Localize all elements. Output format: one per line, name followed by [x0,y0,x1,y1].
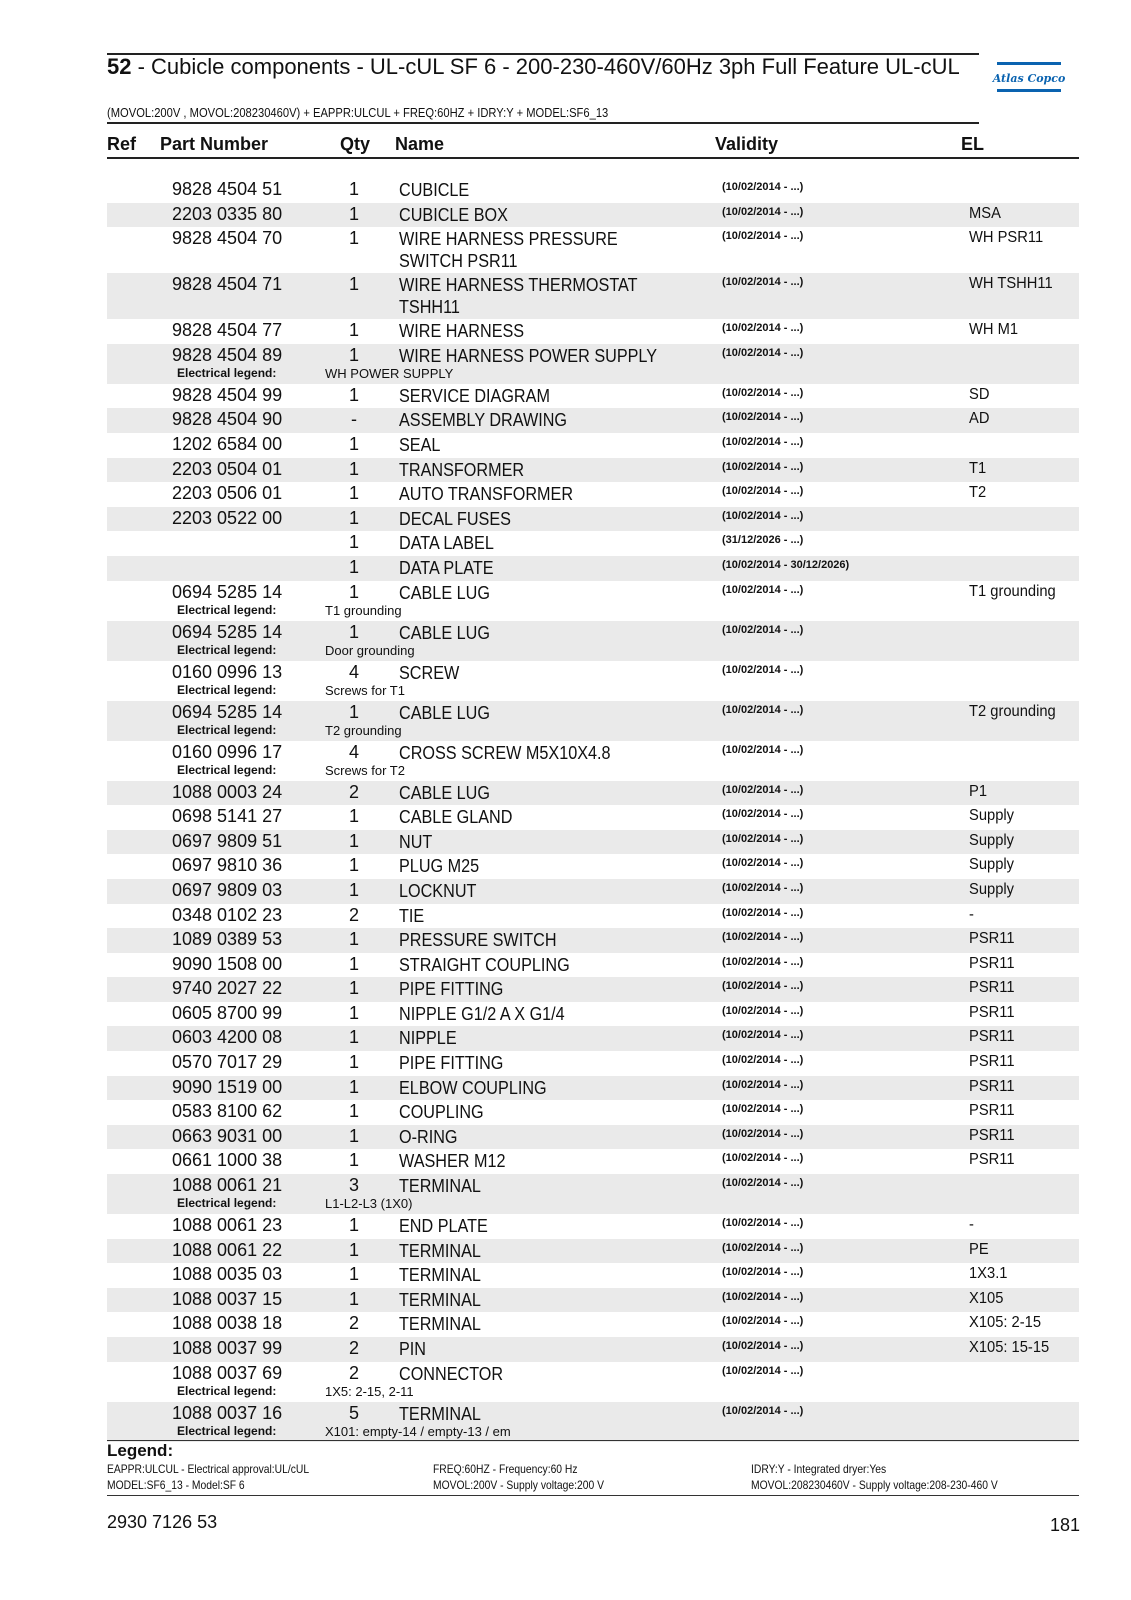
el-code: - [969,905,974,923]
header-rule-bottom [107,122,979,124]
validity: (10/02/2014 - 30/12/2026) [722,558,850,571]
validity: (10/02/2014 - ...) [722,1152,804,1165]
page-title [107,55,967,79]
table-row [107,830,1079,855]
column-header-qty: Qty [340,134,371,154]
part-number: 2203 0506 01 [172,483,283,504]
validity: (10/02/2014 - ...) [722,1177,804,1190]
validity: (10/02/2014 - ...) [722,1241,804,1254]
quantity: 1 [348,1150,359,1171]
part-number: 9090 1508 00 [172,953,283,974]
el-code: PSR11 [969,1126,1015,1144]
quantity: 1 [348,978,359,999]
validity: (10/02/2014 - ...) [722,703,804,716]
table-row [107,433,1079,458]
part-number: 0661 1000 38 [172,1150,283,1171]
part-number: 9828 4504 70 [172,228,283,249]
part-name: CABLE LUG [399,702,490,723]
quantity: 1 [348,1027,359,1048]
quantity: 1 [348,879,359,900]
electrical-legend-text: T1 grounding [325,602,402,618]
table-row [107,458,1079,483]
validity: (31/12/2026 - ...) [722,534,804,547]
table-row [107,953,1079,978]
part-name: SEAL [399,434,441,455]
el-code: PSR11 [969,1151,1015,1169]
quantity: - [351,409,357,430]
part-name: PLUG M25 [399,856,480,877]
section-number: 52 [107,54,132,79]
part-name: COUPLING [399,1102,484,1123]
part-number: 1088 0003 24 [172,781,283,802]
quantity: 1 [348,384,359,405]
table-row [107,741,1079,781]
legend-item: MOVOL:208230460V - Supply voltage:208-230-460 V [751,1478,998,1492]
table-row [107,1026,1079,1051]
validity: (10/02/2014 - ...) [722,1217,804,1230]
section-title: - Cubicle components - UL-cUL SF 6 - 200-230-460V/60Hz 3ph Full Feature UL-cUL [131,54,960,79]
legend-item: MODEL:SF6_13 - Model:SF 6 [107,1478,245,1492]
el-code: Supply [969,807,1015,825]
electrical-legend-text: Door grounding [325,642,415,658]
legend-rule [107,1440,1079,1441]
el-code: 1X3.1 [969,1265,1008,1283]
quantity: 1 [348,458,359,479]
validity: (10/02/2014 - ...) [722,1103,804,1116]
part-name: CROSS SCREW M5X10X4.8 [399,742,611,763]
column-header-validity: Validity [715,134,779,154]
part-name: PRESSURE SWITCH [399,930,557,951]
table-row [107,384,1079,409]
table-row [107,408,1079,433]
quantity: 1 [348,953,359,974]
el-code: Supply [969,856,1015,874]
quantity: 1 [348,1125,359,1146]
validity: (10/02/2014 - ...) [722,663,804,676]
validity: (10/02/2014 - ...) [722,832,804,845]
column-header-name: Name [395,134,445,154]
quantity: 1 [348,532,359,553]
electrical-legend-label: Electrical legend: [177,602,277,617]
quantity: 1 [348,1215,359,1236]
el-code: PSR11 [969,1028,1015,1046]
el-code: Supply [969,880,1015,898]
part-name: O-RING [399,1126,458,1147]
table-row [107,854,1079,879]
quantity: 1 [348,855,359,876]
validity: (10/02/2014 - ...) [722,783,804,796]
table-row [107,227,1079,273]
validity: (10/02/2014 - ...) [722,931,804,944]
quantity: 1 [348,203,359,224]
table-row [107,319,1079,344]
validity: (10/02/2014 - ...) [722,1078,804,1091]
validity: (10/02/2014 - ...) [722,1127,804,1140]
part-name: SCREW [399,662,460,683]
el-code: X105: 2-15 [969,1314,1042,1332]
validity: (10/02/2014 - ...) [722,386,804,399]
part-number: 0570 7017 29 [172,1052,283,1073]
part-name: CONNECTOR [399,1363,504,1384]
el-code: T1 grounding [969,582,1056,600]
part-name: TRANSFORMER [399,459,525,480]
table-row [107,1362,1079,1402]
validity: (10/02/2014 - ...) [722,1290,804,1303]
table-row [107,273,1079,319]
part-name: PIPE FITTING [399,1053,504,1074]
electrical-legend-label: Electrical legend: [177,1383,277,1398]
table-row [107,1337,1079,1362]
part-name: ELBOW COUPLING [399,1077,547,1098]
part-number: 1088 0037 15 [172,1288,283,1309]
part-number: 9740 2027 22 [172,978,283,999]
part-name: CUBICLE BOX [399,204,508,225]
part-name: TERMINAL [399,1403,481,1424]
quantity: 2 [348,1338,359,1358]
quantity: 1 [348,1239,359,1260]
el-code: WH M1 [969,321,1019,339]
column-header-el: EL [961,134,985,154]
part-name: ASSEMBLY DRAWING [399,410,568,431]
validity: (10/02/2014 - ...) [722,509,804,522]
part-name: CABLE GLAND [399,807,513,828]
part-name: DECAL FUSES [399,508,511,529]
legend-item: MOVOL:200V - Supply voltage:200 V [433,1478,604,1492]
el-code: T2 [969,484,987,502]
quantity: 1 [348,830,359,851]
part-number: 0697 9810 36 [172,855,283,876]
part-number: 2203 0335 80 [172,203,283,224]
quantity: 2 [348,904,359,925]
quantity: 3 [348,1175,359,1196]
part-name: DATA LABEL [399,533,494,554]
legend-item: EAPPR:ULCUL - Electrical approval:UL/cUL [107,1462,310,1476]
part-number: 0348 0102 23 [172,904,283,925]
table-row [107,1239,1079,1264]
electrical-legend-label: Electrical legend: [177,682,277,697]
column-header-ref: Ref [107,134,137,154]
el-code: SD [969,385,990,403]
table-row [107,781,1079,806]
quantity: 1 [348,1288,359,1309]
part-number: 9828 4504 89 [172,344,283,365]
quantity: 1 [348,1264,359,1285]
part-number: 2203 0522 00 [172,507,283,528]
el-code: PSR11 [969,1053,1015,1071]
quantity: 4 [348,661,359,682]
el-code: PSR11 [969,1077,1015,1095]
table-row [107,1402,1079,1442]
legend-item: FREQ:60HZ - Frequency:60 Hz [433,1462,578,1476]
electrical-legend-text: WH POWER SUPPLY [325,365,454,381]
table-row [107,1051,1079,1076]
part-name: NIPPLE [399,1028,457,1049]
part-name: TIE [399,905,425,926]
validity: (10/02/2014 - ...) [722,205,804,218]
table-row [107,531,1079,556]
validity: (10/02/2014 - ...) [722,1315,804,1328]
el-code: PE [969,1240,989,1258]
part-number: 1088 0061 22 [172,1239,283,1260]
part-name: DATA PLATE [399,557,494,578]
part-number: 1088 0037 69 [172,1362,283,1383]
part-number: 1088 0061 21 [172,1175,283,1196]
validity: (10/02/2014 - ...) [722,322,804,335]
quantity: 1 [348,274,359,295]
table-row [107,928,1079,953]
validity: (10/02/2014 - ...) [722,955,804,968]
part-name: STRAIGHT COUPLING [399,954,570,975]
electrical-legend-text: X101: empty-14 / empty-13 / em [325,1423,511,1439]
quantity: 1 [348,1002,359,1023]
table-row [107,1149,1079,1174]
quantity: 1 [348,179,359,199]
part-number: 0160 0996 13 [172,661,283,682]
electrical-legend-label: Electrical legend: [177,365,277,380]
table-row [107,904,1079,929]
validity: (10/02/2014 - ...) [722,1404,804,1417]
part-number: 0663 9031 00 [172,1125,283,1146]
table-row [107,701,1079,741]
validity: (10/02/2014 - ...) [722,1340,804,1352]
validity: (10/02/2014 - ...) [722,346,804,359]
validity: (10/02/2014 - ...) [722,276,804,289]
part-number: 1202 6584 00 [172,433,283,454]
part-name: LOCKNUT [399,880,477,901]
validity: (10/02/2014 - ...) [722,460,804,473]
part-number: 9828 4504 71 [172,274,283,295]
page-subtitle: (MOVOL:200V , MOVOL:208230460V) + EAPPR:ULCUL + FREQ:60HZ + IDRY:Y + MODEL:SF6_13 [107,105,609,120]
part-name: PIN [399,1339,427,1359]
part-number: 0694 5285 14 [172,581,283,602]
page-number: 181 [1050,1515,1081,1535]
validity: (10/02/2014 - ...) [722,906,804,919]
el-code: MSA [969,204,1001,222]
table-row [107,581,1079,621]
part-name: WIRE HARNESS POWER SUPPLY [399,345,658,366]
part-number: 0160 0996 17 [172,741,283,762]
validity: (10/02/2014 - ...) [722,411,804,424]
el-code: WH TSHH11 [969,275,1053,293]
quantity: 1 [348,929,359,950]
part-number: 0694 5285 14 [172,621,283,642]
part-number: 0697 9809 51 [172,830,283,851]
validity: (10/02/2014 - ...) [722,743,804,756]
legend-item: IDRY:Y - Integrated dryer:Yes [751,1462,887,1476]
table-row [107,178,1079,203]
part-number: 0698 5141 27 [172,806,283,827]
quantity: 1 [348,621,359,642]
quantity: 1 [348,320,359,341]
atlas-copco-logo [992,62,1066,96]
part-number: 0583 8100 62 [172,1101,283,1122]
validity: (10/02/2014 - ...) [722,583,804,596]
part-name: TERMINAL [399,1289,481,1310]
el-code: T2 grounding [969,702,1056,720]
table-row [107,482,1079,507]
electrical-legend-label: Electrical legend: [177,1196,277,1211]
part-name: CABLE LUG [399,582,490,603]
part-number: 1089 0389 53 [172,929,283,950]
part-number: 1088 0037 99 [172,1338,283,1358]
validity: (10/02/2014 - ...) [722,857,804,870]
el-code: PSR11 [969,930,1015,948]
part-number: 1088 0035 03 [172,1264,283,1285]
quantity: 5 [348,1402,359,1423]
part-name: CABLE LUG [399,622,490,643]
quantity: 1 [348,228,359,249]
part-number: 0603 4200 08 [172,1027,283,1048]
table-row [107,1100,1079,1125]
table-row [107,1288,1079,1313]
part-number: 9828 4504 90 [172,409,283,430]
table-row [107,805,1079,830]
table-row [107,1263,1079,1288]
electrical-legend-text: Screws for T1 [325,682,405,698]
table-row [107,556,1079,581]
table-row [107,507,1079,532]
part-number: 0697 9809 03 [172,879,283,900]
part-name: AUTO TRANSFORMER [399,484,574,505]
part-name: PIPE FITTING [399,979,504,1000]
electrical-legend-label: Electrical legend: [177,642,277,657]
part-name: CABLE LUG [399,782,490,803]
el-code: PSR11 [969,1003,1015,1021]
table-row [107,203,1079,228]
legend-rule-bottom [107,1495,1079,1496]
electrical-legend-label: Electrical legend: [177,1423,277,1438]
part-name: WASHER M12 [399,1151,506,1172]
quantity: 1 [348,556,359,577]
validity: (10/02/2014 - ...) [722,230,804,243]
part-name: TERMINAL [399,1265,481,1286]
validity: (10/02/2014 - ...) [722,1029,804,1042]
validity: (10/02/2014 - ...) [722,623,804,636]
part-number: 1088 0038 18 [172,1313,283,1334]
part-name: TERMINAL [399,1176,481,1197]
electrical-legend-text: L1-L2-L3 (1X0) [325,1196,413,1212]
el-code: PSR11 [969,1102,1015,1120]
table-row [107,1076,1079,1101]
el-code: AD [969,410,990,428]
column-header-part-number: Part Number [160,134,269,154]
validity: (10/02/2014 - ...) [722,1004,804,1017]
part-name: NUT [399,831,433,852]
legend-title: Legend: [107,1441,174,1460]
part-name: TERMINAL [399,1314,481,1335]
table-row [107,661,1079,701]
part-name: CUBICLE [399,180,470,200]
quantity: 1 [348,581,359,602]
table-row [107,879,1079,904]
table-row [107,1174,1079,1214]
el-code: PSR11 [969,979,1015,997]
el-code: - [969,1216,974,1234]
table-row [107,1312,1079,1337]
part-number: 9828 4504 99 [172,384,283,405]
part-name: TERMINAL [399,1240,481,1261]
electrical-legend-text: Screws for T2 [325,762,405,778]
validity: (10/02/2014 - ...) [722,980,804,993]
part-name: NIPPLE G1/2 A X G1/4 [399,1003,565,1024]
validity: (10/02/2014 - ...) [722,181,804,193]
quantity: 2 [348,1313,359,1334]
validity: (10/02/2014 - ...) [722,1364,804,1377]
part-number: 0605 8700 99 [172,1002,283,1023]
part-number: 9828 4504 77 [172,320,283,341]
column-header-rule [107,157,1079,159]
validity: (10/02/2014 - ...) [722,808,804,821]
part-number: 9828 4504 51 [172,179,283,199]
quantity: 1 [348,1076,359,1097]
quantity: 1 [348,701,359,722]
table-row [107,344,1079,384]
svg-text:Atlas Copco: Atlas Copco [992,72,1066,85]
el-code: P1 [969,782,988,800]
el-code: Supply [969,831,1015,849]
el-code: X105: 15-15 [969,1339,1050,1356]
validity: (10/02/2014 - ...) [722,1054,804,1067]
part-name: WIRE HARNESS PRESSURE SWITCH PSR11 [399,229,618,272]
quantity: 2 [348,781,359,802]
el-code: X105 [969,1289,1004,1307]
part-name: WIRE HARNESS THERMOSTAT TSHH11 [399,275,638,318]
table-row [107,1125,1079,1150]
quantity: 1 [348,1052,359,1073]
electrical-legend-text: 1X5: 2-15, 2-11 [325,1383,414,1399]
quantity: 1 [348,483,359,504]
quantity: 1 [348,507,359,528]
quantity: 2 [348,1362,359,1383]
el-code: PSR11 [969,954,1015,972]
quantity: 1 [348,344,359,365]
validity: (10/02/2014 - ...) [722,435,804,448]
quantity: 1 [348,1101,359,1122]
part-number: 1088 0037 16 [172,1402,283,1423]
table-row [107,1214,1079,1239]
table-row [107,621,1079,661]
electrical-legend-text: T2 grounding [325,722,402,738]
part-name: WIRE HARNESS [399,321,525,342]
validity: (10/02/2014 - ...) [722,1266,804,1279]
table-row [107,977,1079,1002]
part-number: 0694 5285 14 [172,701,283,722]
quantity: 1 [348,806,359,827]
part-number: 1088 0061 23 [172,1215,283,1236]
part-name: END PLATE [399,1216,488,1237]
table-row [107,1002,1079,1027]
validity: (10/02/2014 - ...) [722,881,804,894]
quantity: 1 [348,433,359,454]
document-number: 2930 7126 53 [107,1512,218,1532]
quantity: 4 [348,741,359,762]
part-number: 2203 0504 01 [172,458,283,479]
part-name: SERVICE DIAGRAM [399,385,550,406]
electrical-legend-label: Electrical legend: [177,762,277,777]
validity: (10/02/2014 - ...) [722,485,804,498]
el-code: WH PSR11 [969,229,1044,247]
part-number: 9090 1519 00 [172,1076,283,1097]
electrical-legend-label: Electrical legend: [177,722,277,737]
parts-table [107,178,1079,1442]
el-code: T1 [969,459,987,477]
